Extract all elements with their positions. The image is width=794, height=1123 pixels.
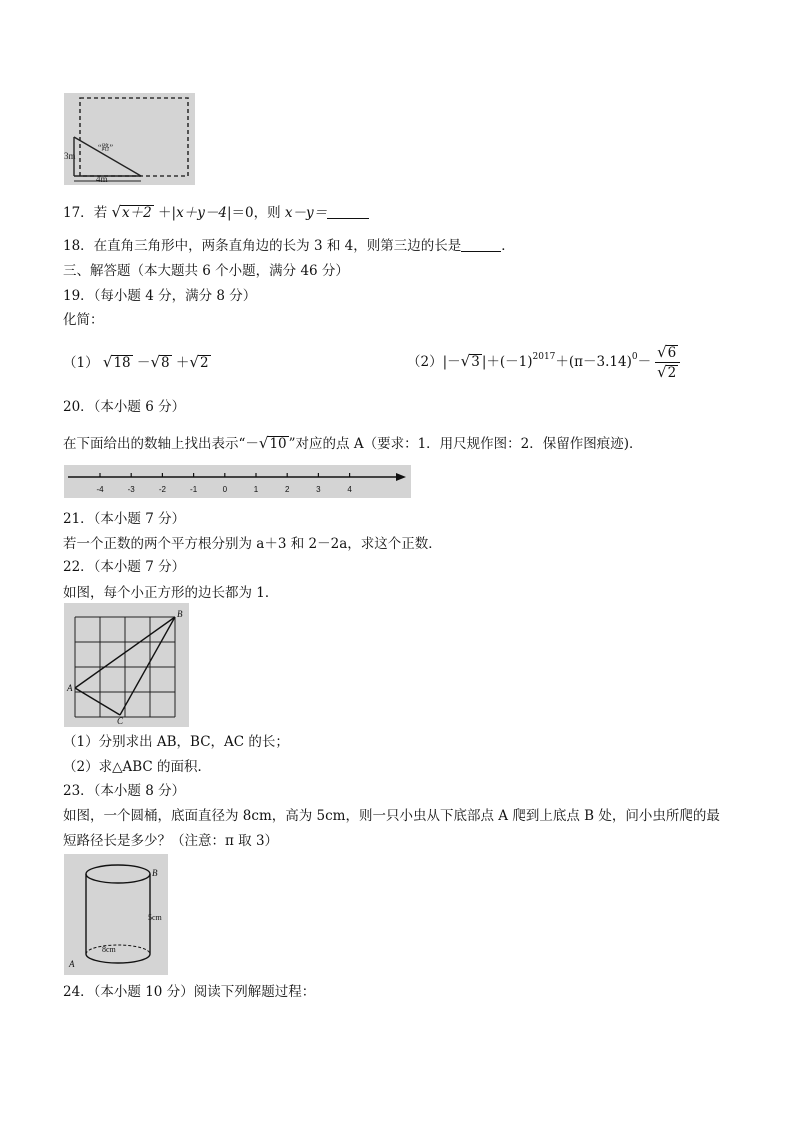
sqrt-sign: √ xyxy=(657,343,667,361)
abs-bar-right: | xyxy=(226,205,232,221)
q23-header: 23．（本小题 8 分） xyxy=(63,783,186,799)
q19-p2-pi-exponent: 0 xyxy=(631,352,638,362)
sqrt-sign: √ xyxy=(111,203,122,221)
cylinder-diagram xyxy=(64,854,168,975)
q20-text-after: ”对应的点 A（要求：1．用尺规作图：2．保留作图痕迹)． xyxy=(288,436,643,452)
abs-bar-right: | xyxy=(481,354,487,370)
point-c-label: C xyxy=(117,716,124,726)
height-label: 5cm xyxy=(148,913,162,922)
q18-end: ． xyxy=(501,238,515,254)
q19-p2-abs-radicand: 3 xyxy=(471,354,480,370)
q17-radicand: x＋2 xyxy=(122,205,152,221)
q19-p2-power-base: (－1) xyxy=(499,354,533,370)
bottom-length-label: 4m xyxy=(96,174,108,184)
bottom-front-arc xyxy=(86,954,150,963)
question-18 xyxy=(63,237,515,255)
axis-tick-label: -3 xyxy=(127,485,135,494)
axis-tick-label: 0 xyxy=(222,485,228,494)
axis-tick-label: 3 xyxy=(316,485,321,494)
q19-p1-radicand-3: 2 xyxy=(199,355,209,371)
q19-header: 19．（每小题 4 分，满分 8 分） xyxy=(63,288,257,304)
q22-sub-1: （1）分别求出 AB，BC，AC 的长； xyxy=(63,734,289,750)
abs-bar-left: | xyxy=(442,354,448,370)
q19-part-1: （1） √18 －√8 ＋√2 xyxy=(63,353,209,371)
grid-figure xyxy=(64,603,189,727)
path-label: “路” xyxy=(98,143,114,152)
axis-tick-label: 2 xyxy=(284,485,290,494)
q20-header: 20．（本小题 6 分） xyxy=(63,399,186,415)
sqrt-sign: √ xyxy=(150,353,160,371)
axis-arrow xyxy=(396,473,406,481)
q23-line-1: 如图，一个圆桶，底面直径为 8cm，高为 5cm，则一只小虫从下底部点 A 爬到上底点 B 处，问小虫所爬的最 xyxy=(63,808,720,824)
q21-header: 21．（本小题 7 分） xyxy=(63,511,186,527)
q18-answer-blank[interactable] xyxy=(461,238,501,252)
q17-abs-value: x＋y－4 xyxy=(176,205,227,221)
point-b-label: B xyxy=(152,868,158,878)
segment-bc xyxy=(120,617,175,715)
lawn-figure xyxy=(64,93,195,185)
point-b-label: B xyxy=(177,609,183,619)
q17-text-mid: ＝0，则 xyxy=(231,205,281,221)
triangle-grid-diagram xyxy=(64,603,189,727)
q19-p2-denominator: 2 xyxy=(667,365,677,381)
question-17: 17．若 √x＋2 ＋|x＋y－4|＝0，则 x－y＝ xyxy=(63,203,369,222)
q20-text xyxy=(63,434,643,453)
q22-text: 如图，每个小正方形的边长都为 1． xyxy=(63,585,279,601)
q22-sub-2: （2）求△ABC 的面积． xyxy=(63,759,212,775)
sqrt-sign: √ xyxy=(102,353,113,371)
bottom-back-arc xyxy=(86,945,150,954)
sqrt-sign: √ xyxy=(189,353,199,371)
axis-tick-label: -1 xyxy=(190,485,198,494)
q19-instruction: 化简： xyxy=(63,312,104,328)
q19-p2-fraction xyxy=(655,343,680,382)
lawn-diagram xyxy=(64,93,195,185)
q21-text: 若一个正数的两个平方根分别为 a＋3 和 2－2a，求这个正数． xyxy=(63,536,442,552)
q23-line-2: 短路径长是多少？（注意：π 取 3） xyxy=(63,833,279,849)
axis-tick-label: -4 xyxy=(96,485,104,494)
side-length-label: 3m xyxy=(64,151,76,161)
axis-tick-label: 1 xyxy=(253,485,259,494)
sqrt-sign: √ xyxy=(258,434,269,452)
cylinder-figure xyxy=(64,854,168,975)
axis-tick-label: 4 xyxy=(347,485,352,494)
q17-answer-blank[interactable] xyxy=(327,205,369,219)
sqrt-sign: √ xyxy=(657,363,667,381)
q20-text-before: 在下面给出的数轴上找出表示“－ xyxy=(63,436,259,452)
q19-part-2: （2）|－√3 $|+(-1)^{2017}+(\pi-3.14)^0-$ $\frac{√6}{√2}$ xyxy=(407,343,680,382)
lawn-border xyxy=(80,98,188,176)
section-3-heading: 三、解答题（本大题共 6 个小题，满分 46 分） xyxy=(63,263,349,279)
q19-p2-label: （2） xyxy=(407,354,443,370)
q19-p1-radicand-2: 8 xyxy=(161,355,170,371)
q17-expression: x－y＝ xyxy=(284,205,328,221)
point-a-label: A xyxy=(69,959,75,969)
axis-tick-label: -2 xyxy=(158,485,166,494)
q19-p2-pi-term: (π－3.14) xyxy=(568,354,632,370)
q24-header: 24．（本小题 10 分）阅读下列解题过程： xyxy=(63,984,316,1000)
q20-radicand: 10 xyxy=(269,436,287,452)
number-line-figure xyxy=(64,465,411,498)
q18-text: 18．在直角三角形中，两条直角边的长为 3 和 4，则第三边的长是 xyxy=(63,238,462,254)
sqrt-sign: √ xyxy=(460,352,471,370)
q19-p2-power-exponent: 2017 xyxy=(532,352,556,362)
point-a-label: A xyxy=(67,683,73,693)
abs-bar-left: | xyxy=(171,205,177,221)
q22-header: 22．（本小题 7 分） xyxy=(63,559,186,575)
q17-text-before: 若 xyxy=(93,205,108,221)
q17-number: 17． xyxy=(63,205,94,221)
q19-p1-label: （1） xyxy=(63,355,99,371)
square-grid xyxy=(75,617,175,717)
number-line xyxy=(64,465,411,498)
q19-p1-radicand-1: 18 xyxy=(113,355,131,371)
top-ellipse xyxy=(86,865,150,883)
axis-ticks xyxy=(96,473,352,494)
q19-p2-numerator: 6 xyxy=(667,345,677,361)
diameter-label: 8cm xyxy=(102,945,116,954)
